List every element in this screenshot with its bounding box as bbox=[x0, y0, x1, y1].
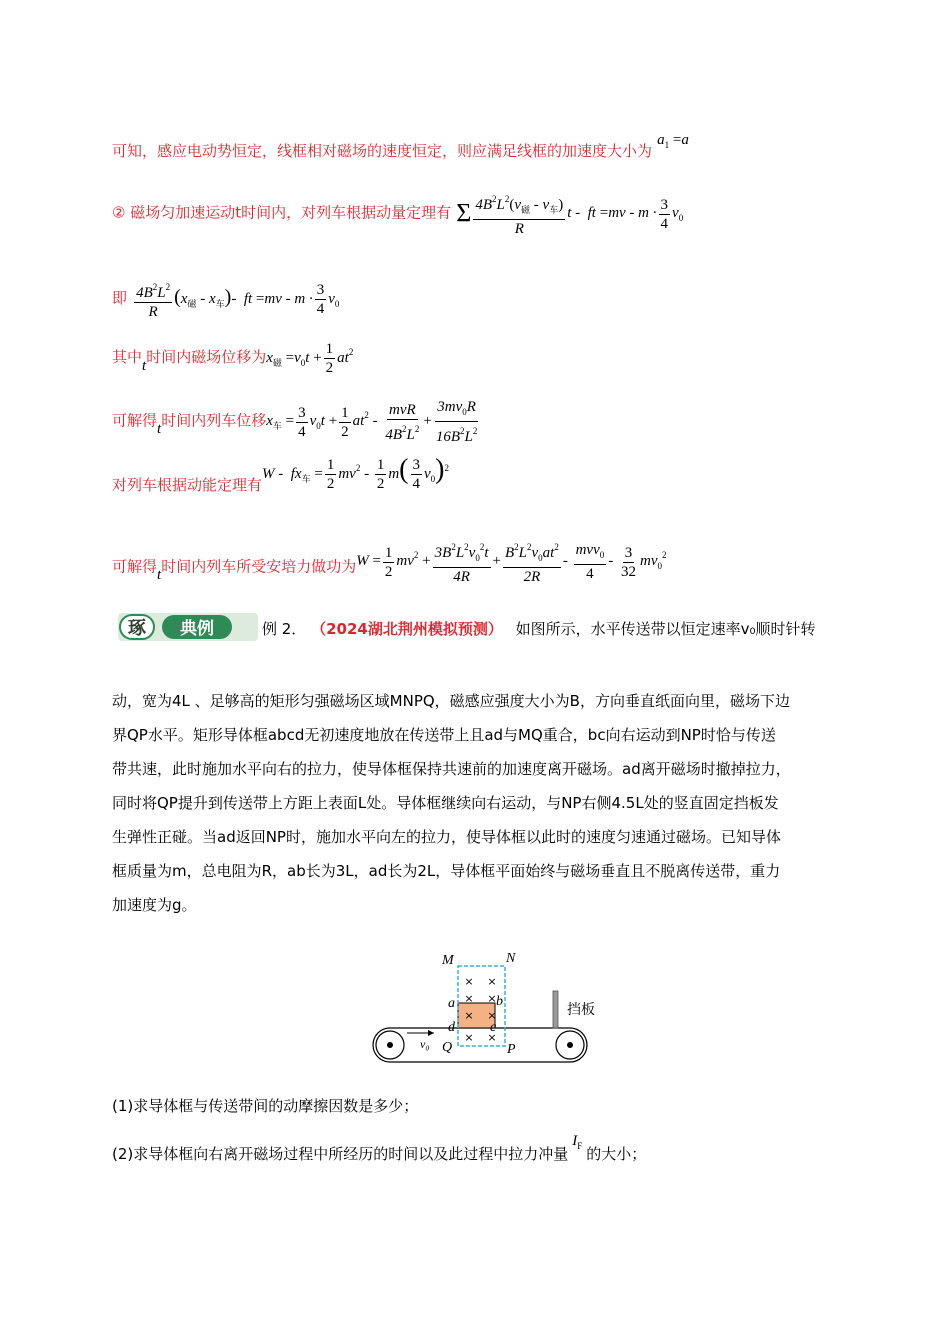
svg-text:P: P bbox=[507, 1042, 516, 1057]
derivation-text: 可知，感应电动势恒定，线框相对磁场的速度恒定，则应满足线框的加速度大小为 bbox=[112, 142, 653, 160]
derivation-line-5: 可解得t时间内列车位移$x_车$ = $\frac{3}{4}$ $v_0t$ + $\frac{1}{2}$ $at^2$ - $\frac{\text{mvR}}{4B^2L^2}$ + $\frac{3mv_0R}{16B^2L^2}$ bbox=[112, 399, 478, 445]
derivation-line-2: ② 磁场匀加速运动t时间内，对列车根据动量定理有 Σ $\frac{4B^2L^2(v_磁 - v_车)}{R}$ t - ft =mv - m · $\frac{3}{4}$ $v_0$ bbox=[112, 190, 683, 238]
derivation-line-4: 其中t时间内磁场位移为$x_磁 =v_0t$ + $\frac{1}{2}$ $at^2$ bbox=[112, 341, 354, 376]
badge-char: 琢 bbox=[128, 618, 146, 639]
example-badge bbox=[118, 609, 258, 645]
svg-text:×: × bbox=[464, 1031, 474, 1044]
question-2: (2)求导体框向右离开磁场过程中所经历的时间以及此过程中拉力冲量$I_F$ 的大小； bbox=[112, 1133, 647, 1163]
svg-text:N: N bbox=[506, 951, 516, 966]
conveyor-figure bbox=[360, 945, 600, 1065]
svg-text:×: × bbox=[464, 992, 474, 1005]
svg-text:a: a bbox=[448, 996, 455, 1011]
svg-text:挡板: 挡板 bbox=[567, 1002, 595, 1018]
svg-text:v₀: v₀ bbox=[420, 1037, 430, 1051]
svg-text:c: c bbox=[490, 1020, 497, 1035]
svg-text:×: × bbox=[487, 1031, 497, 1044]
svg-text:M: M bbox=[442, 953, 454, 968]
example-intro: 如图所示，水平传送带以恒定速率v₀顺时针转 bbox=[515, 620, 816, 638]
question-1: (1)求导体框与传送带间的动摩擦因数是多少； bbox=[112, 1097, 419, 1115]
svg-text:b: b bbox=[496, 994, 503, 1009]
svg-text:Q: Q bbox=[442, 1040, 453, 1055]
svg-text:×: × bbox=[487, 1009, 497, 1022]
derivation-line-1: 可知，感应电动势恒定，线框相对磁场的速度恒定，则应满足线框的加速度大小为 $a_1 =a$ bbox=[112, 132, 689, 160]
derivation-line-3: 即 $\frac{4B^2L^2}{R}$ $(x_磁 - x_车)-$ ft =mv - m · $\frac{3}{4}$ $v_0$ bbox=[112, 278, 339, 321]
derivation-text: ② 磁场匀加速运动t时间内，对列车根据动量定理有 bbox=[112, 203, 452, 222]
svg-text:d: d bbox=[448, 1020, 455, 1035]
derivation-line-7: 可解得t时间内列车所受安培力做功为W = $\frac{1}{2}$ $mv^2$ + $\frac{3B^2L^2v_0^2t}{4R}$ + $\frac{B^2L^2v_0at^2}{2R}$ - $\frac{mvv_0}{4}$ - $\frac{3}{32}$ $mv_0^2$ bbox=[112, 544, 666, 592]
svg-text:×: × bbox=[487, 975, 497, 988]
example-heading bbox=[262, 618, 816, 639]
svg-text:×: × bbox=[464, 975, 474, 988]
example-paragraph: 动，宽为4L 、足够高的矩形匀强磁场区域MNPQ，磁感应强度大小为B，方向垂直纸面向里，磁场下边 界QP水平。矩形导体框abcd无初速度地放在传送带上且ad与MQ重合，bc向右运动到NP时恰与传送 带共速，此时施加水平向右的拉力，使导体框保持共速前的加速度离开磁场。ad离开磁场时撤掉拉力， 同时将QP提升到传送带上方距上表面L处。导体框继续向右运动，与NP右侧4.5L处的竖直固定挡板发 生弹性正碰。当ad返回NP时，施加水平向左的拉力，使导体框以此时的速度匀速通过磁场。已知导体 框质量为m，总电阻为R，ab长为3L，ad长为2L，导体框平面始终与磁场垂直且不脱离传送带，重力 加速度为g。 bbox=[112, 692, 791, 914]
derivation-line-6: 对列车根据动能定理有W - $fx_车$ = $\frac{1}{2}$ $mv^2$ - $\frac{1}{2}$ m( $\frac{3}{4}$ $v_0)^2$ bbox=[112, 454, 449, 494]
example-source: （2024湖北荆州模拟预测） bbox=[311, 620, 503, 638]
svg-text:×: × bbox=[464, 1009, 474, 1022]
baffle bbox=[553, 991, 558, 1028]
example-label: 例 2． bbox=[262, 620, 307, 638]
badge-label: 典例 bbox=[180, 619, 214, 639]
svg-text:×: × bbox=[487, 992, 497, 1005]
